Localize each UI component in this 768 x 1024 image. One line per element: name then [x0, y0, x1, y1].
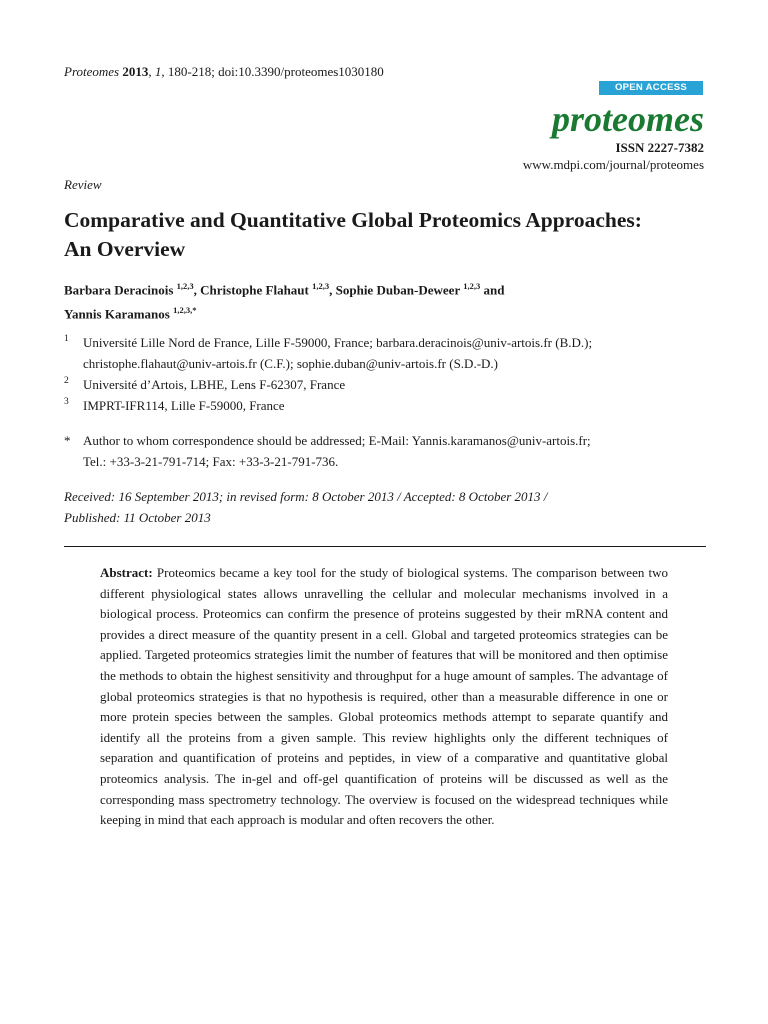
dates-line: Received: 16 September 2013; in revised form: 8 October 2013 / Accepted: 8 October 2013 /	[64, 489, 548, 504]
open-access-badge: OPEN ACCESS	[599, 81, 703, 95]
affiliation-list	[64, 332, 714, 416]
article-title	[64, 206, 724, 264]
author-affiliation-marks: 1,2,3,*	[173, 305, 197, 316]
journal-name: Proteomes	[64, 64, 120, 79]
affiliation-text: IMPRT-IFR114, Lille F-59000, France	[83, 398, 285, 413]
affiliation-text: Université Lille Nord de France, Lille F-59000, France; barbara.deracinois@univ-artois.fr (B.D.);	[83, 335, 593, 350]
affiliation-number: 2	[64, 376, 69, 386]
author-list	[64, 276, 704, 325]
author-separator: ,	[329, 282, 336, 298]
affiliation-text: Université d’Artois, LBHE, Lens F-62307, France	[83, 377, 346, 392]
correspondence-mark: *	[64, 433, 71, 448]
abstract-text: Proteomics became a key tool for the study of biological systems. The comparison between two different physiological states allows unravelling the cellular and molecular mechanisms involved in a biological process. Proteomics can confirm the presence of proteins suggested by their mRNA content and provides a direct measure of the quantity present in a cell. Global and targeted proteomics strategies can be applied. Targeted proteomics strategies limit the number of features that will be monitored and then optimise the methods to obtain the highest sensitivity and throughput for a huge amount of samples. The advantage of global proteomics strategies is that no hypothesis is required, other than a measurable difference in one or more protein species between the samples. Global proteomics methods attempt to separate quantify and identify all the proteins from a given sample. This review highlights only the different techniques of separation and quantification of proteins and peptides, in view of a comparative and quantitative global proteomics analysis. The in-gel and off-gel quantification of proteins will be discussed as well as the corresponding mass spectrometry technology. The overview is focused on the widespread techniques while keeping in mind that each approach is modular and often recovers the other.	[100, 565, 669, 828]
citation-line: Proteomes 2013, 1, 180-218; doi:10.3390/proteomes1030180	[64, 64, 384, 79]
abstract-label: Abstract:	[100, 565, 153, 580]
publication-year: 2013	[122, 64, 149, 79]
author-conjunction: and	[480, 282, 505, 298]
author-name: Sophie Duban-Deweer	[335, 282, 460, 298]
section-divider	[64, 546, 706, 547]
affiliation-text: christophe.flahaut@univ-artois.fr (C.F.); sophie.duban@univ-artois.fr (S.D.-D.)	[83, 356, 498, 371]
dates-line: Published: 11 October 2013	[64, 510, 211, 525]
affiliation-item	[64, 395, 714, 416]
correspondence-text: Author to whom correspondence should be addressed; E-Mail: Yannis.karamanos@univ-artois.fr;	[83, 433, 591, 448]
correspondence-note	[64, 430, 714, 472]
affiliation-number: 1	[64, 334, 69, 344]
author-name: Christophe Flahaut	[200, 282, 309, 298]
publication-dates	[64, 486, 704, 528]
volume-number: 1	[154, 64, 162, 79]
author-name: Barbara Deracinois	[64, 282, 174, 298]
issn: ISSN 2227-7382	[615, 140, 704, 155]
affiliation-number: 3	[64, 397, 69, 407]
journal-logo: proteomes	[552, 99, 704, 139]
abstract	[100, 563, 668, 831]
affiliation-item	[64, 332, 714, 374]
correspondence-text: Tel.: +33-3-21-791-714; Fax: +33-3-21-791-736.	[83, 454, 339, 469]
article-type: Review	[64, 177, 102, 192]
article-title-line-2: An Overview	[64, 237, 186, 261]
author-affiliation-marks: 1,2,3	[176, 281, 194, 291]
article-title-line-1: Comparative and Quantitative Global Proteomics Approaches:	[64, 208, 642, 232]
journal-url-link[interactable]: www.mdpi.com/journal/proteomes	[522, 157, 704, 172]
author-affiliation-marks: 1,2,3	[463, 281, 481, 291]
pages-doi: 180-218; doi:10.3390/proteomes1030180	[167, 64, 384, 79]
author-separator: ,	[193, 282, 201, 298]
author-affiliation-marks: 1,2,3	[312, 281, 330, 291]
affiliation-item	[64, 374, 714, 395]
author-name: Yannis Karamanos	[64, 306, 170, 322]
